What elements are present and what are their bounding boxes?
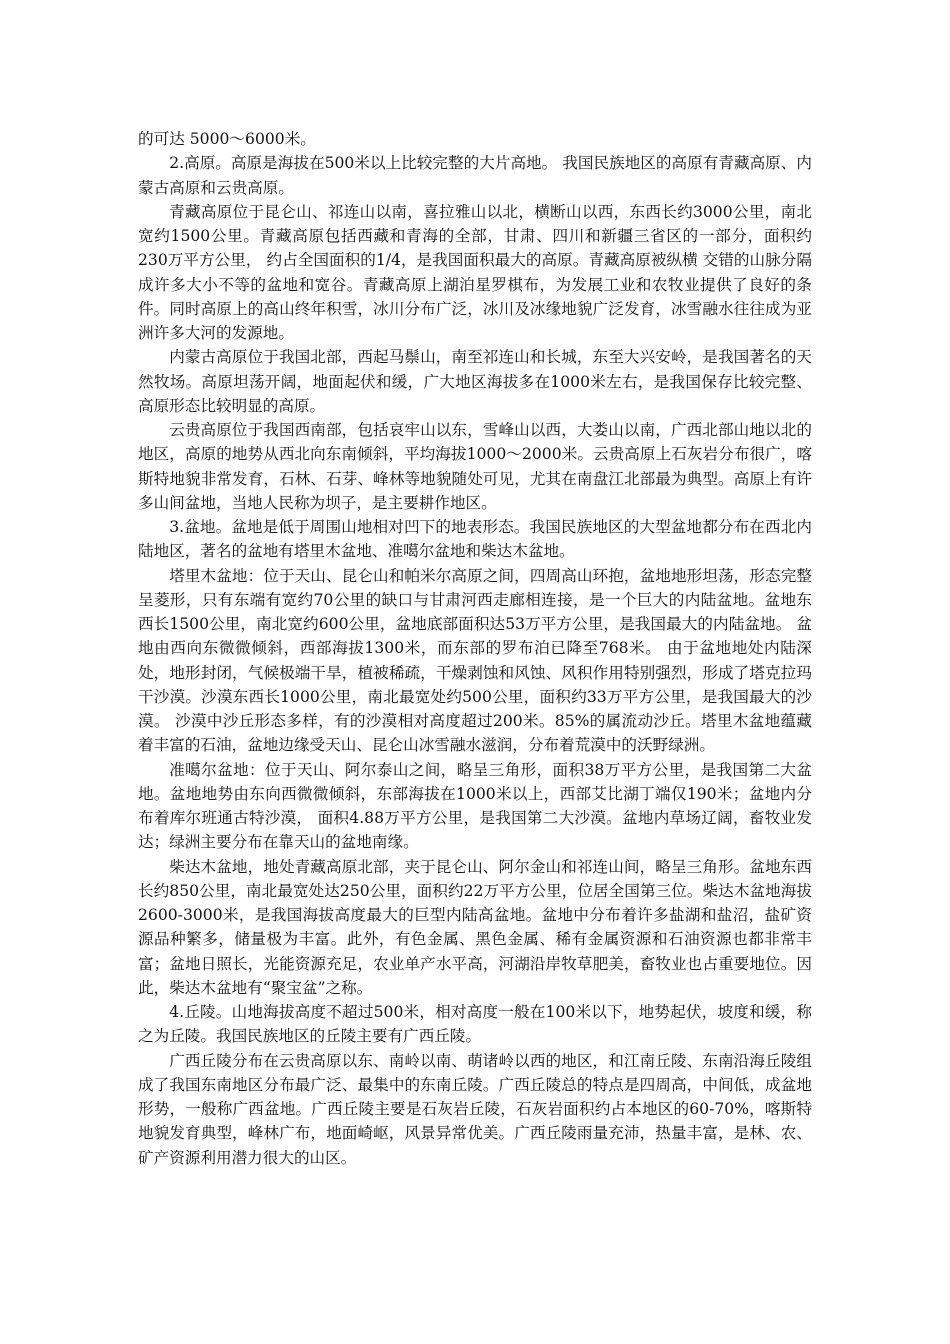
paragraph-qaidam-basin: 柴达木盆地，地处青藏高原北部，夹于昆仑山、阿尔金山和祁连山间，略呈三角形。盆地东西长约850公里，南北最宽处达250公里，面积约22万平方公里，位居全国第三位。柴达木盆地海拔2600-3000米，是我国海拔高度最大的巨型内陆高盆地。盆地中分布着许多盐湖和盐沼，盐矿资源品种繁多，储量极为丰富。此外，有色金属、黑色金属、稀有金属资源和石油资源也都非常丰富；盆地日照长，光能资源充足，农业单产水平高，河湖沿岸牧草肥美，畜牧业也占重要地位。因此，柴达木盆地有“聚宝盆”之称。 xyxy=(138,857,812,997)
paragraph-hills-intro: 4.丘陵。山地海拔高度不超过500米，相对高度一般在100米以下，地势起伏，坡度和缓，称之为丘陵。我国民族地区的丘陵主要有广西丘陵。 xyxy=(138,1003,812,1046)
paragraph-qinghai-tibet-plateau: 青藏高原位于昆仑山、祁连山以南，喜拉雅山以北，横断山以西，东西长约3000公里，南北宽约1500公里。青藏高原包括西藏和青海的全部，甘肃、四川和新疆三省区的一部分，面积约230万平方公里， 约占全国面积的1/4，是我国面积最大的高原。青藏高原被纵横 交错的山脉分隔成许多大小不等的盆地和宽谷。青藏高原上湖泊星罗棋布，为发展工业和农牧业提供了良好的条件。同时高原上的高山终年积雪，冰川分布广泛，冰川及冰缘地貌广泛发育，冰雪融水往往成为亚洲许多大河的发源地。 xyxy=(138,202,812,342)
paragraph-continuation: 的可达 5000～6000米。 xyxy=(138,130,316,148)
paragraph-junggar-basin: 准噶尔盆地：位于天山、阿尔泰山之间，略呈三角形，面积38万平方公里，是我国第二大盆地。盆地地势由东向西微微倾斜，东部海拔在1000米以上，西部艾比湖丁端仅190米；盆地内分布着库尔班通古特沙漠， 面积4.88万平方公里，是我国第二大沙漠。盆地内草场辽阔，畜牧业发达；绿洲主要分布在靠天山的盆地南缘。 xyxy=(138,760,812,852)
paragraph-yunnan-guizhou-plateau: 云贵高原位于我国西南部，包括哀牢山以东，雪峰山以西，大娄山以南，广西北部山地以北的地区，高原的地势从西北向东南倾斜，平均海拔1000～2000米。云贵高原上石灰岩分布很广，喀斯特地貌非常发育，石林、石芽、峰林等地貌随处可见，尤其在南盘江北部最为典型。高原上有许多山间盆地，当地人民称为坝子，是主要耕作地区。 xyxy=(138,421,812,512)
paragraph-guangxi-hills: 广西丘陵分布在云贵高原以东、南岭以南、萌诸岭以西的地区，和江南丘陵、东南沿海丘陵组成了我国东南地区分布最广泛、最集中的东南丘陵。广西丘陵总的特点是四周高，中间低，成盆地形势，一般称广西盆地。广西丘陵主要是石灰岩丘陵，石灰岩面积约占本地区的60-70%，喀斯特地貌发育典型，峰林广布，地面崎岖，风景异常优美。广西丘陵雨量充沛，热量丰富，是林、农、矿产资源利用潜力很大的山区。 xyxy=(138,1051,812,1167)
paragraph-inner-mongolia-plateau: 内蒙古高原位于我国北部，西起马鬃山，南至祁连山和长城，东至大兴安岭，是我国著名的天然牧场。高原坦荡开阔，地面起伏和缓，广大地区海拔多在1000米左右，是我国保存比较完整、高原形态比较明显的高原。 xyxy=(138,348,812,415)
paragraph-plateau-intro: 2.高原。高原是海拔在500米以上比较完整的大片高地。 我国民族地区的高原有青藏高原、内蒙古高原和云贵高原。 xyxy=(138,154,812,197)
paragraph-tarim-basin: 塔里木盆地：位于天山、昆仑山和帕米尔高原之间，四周高山环抱，盆地地形坦荡，形态完整呈菱形，只有东端有宽约70公里的缺口与甘肃河西走廊相连接，是一个巨大的内陆盆地。盆地东西长1500公里，南北宽约600公里，盆地底部面积达53万平方公里，是我国最大的内陆盆地。 盆地由西向东微微倾斜，西部海拔1300米，而东部的罗布泊已降至768米。 由于盆地地处内陆深处，地形封闭，气候极端干旱，植被稀疏，干燥剥蚀和风蚀、风积作用特别强烈，形成了塔克拉玛干沙漠。沙漠东西长1000公里，南北最宽处约500公里，面积约33万平方公里，是我国最大的沙漠。 沙漠中沙丘形态多样，有的沙漠相对高度超过200米。85%的属流动沙丘。塔里木盆地蕴藏着丰富的石油，盆地边缘受天山、昆仑山冰雪融水滋润，分布着荒漠中的沃野绿洲。 xyxy=(138,566,812,755)
paragraph-basin-intro: 3.盆地。盆地是低于周围山地相对凹下的地表形态。我国民族地区的大型盆地都分布在西北内陆地区，著名的盆地有塔里木盆地、准噶尔盆地和柴达木盆地。 xyxy=(138,518,812,561)
